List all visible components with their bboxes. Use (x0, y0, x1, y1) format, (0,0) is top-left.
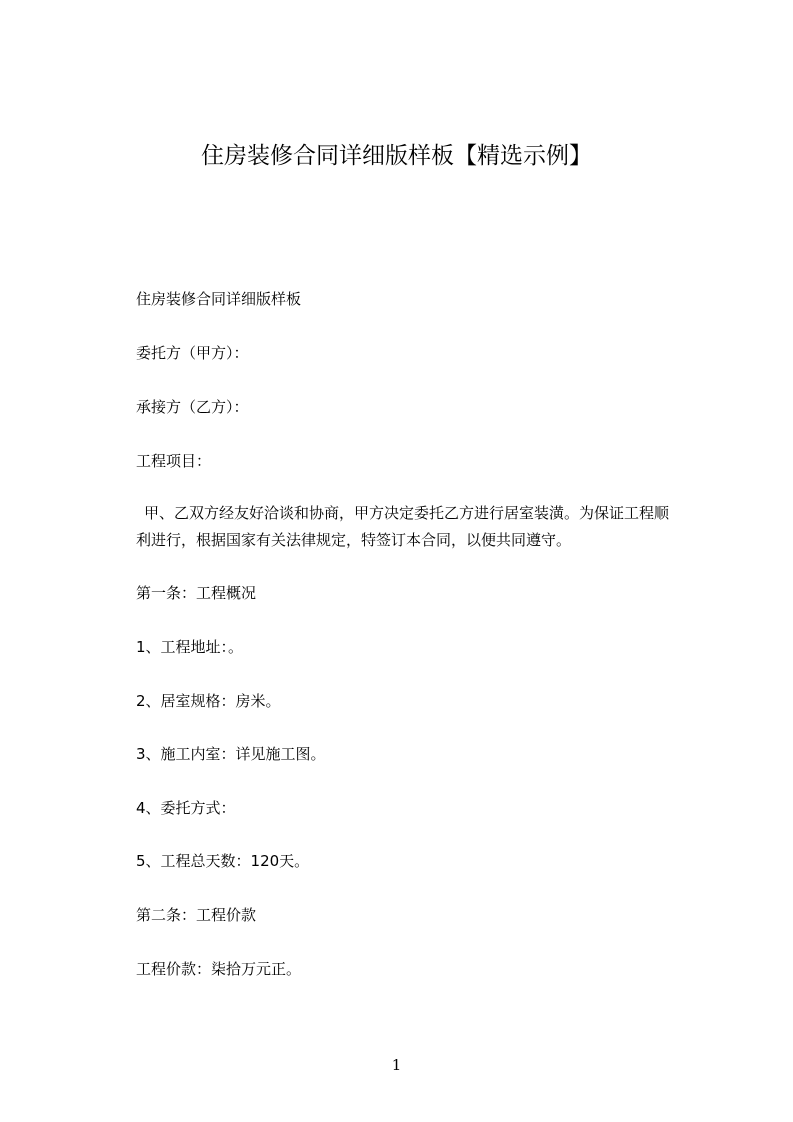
clause-1-1: 1、工程地址：。 (136, 638, 244, 656)
document-title: 住房装修合同详细版样板【精选示例】 (201, 143, 592, 169)
page-number: 1 (391, 1056, 402, 1074)
article-2-heading: 第二条：工程价款 (136, 906, 257, 924)
contract-subtitle: 住房装修合同详细版样板 (136, 290, 302, 308)
clause-1-2: 2、居室规格：房米。 (136, 692, 281, 710)
project-line: 工程项目： (136, 452, 212, 470)
clause-1-5: 5、工程总天数：120天。 (136, 852, 310, 870)
party-a-line: 委托方（甲方）： (136, 344, 249, 362)
clause-1-4: 4、委托方式： (136, 799, 236, 817)
party-b-line: 承接方（乙方）： (136, 398, 249, 416)
project-price-line: 工程价款：柒拾万元正。 (136, 960, 302, 978)
preamble-paragraph: 甲、乙双方经友好洽谈和协商，甲方决定委托乙方进行居室装潢。为保证工程顺利进行，根据国家有关法律规定，特签订本合同，以便共同遵守。 (136, 504, 670, 549)
clause-1-3: 3、施工内室：详见施工图。 (136, 745, 326, 763)
article-1-heading: 第一条：工程概况 (136, 584, 257, 602)
